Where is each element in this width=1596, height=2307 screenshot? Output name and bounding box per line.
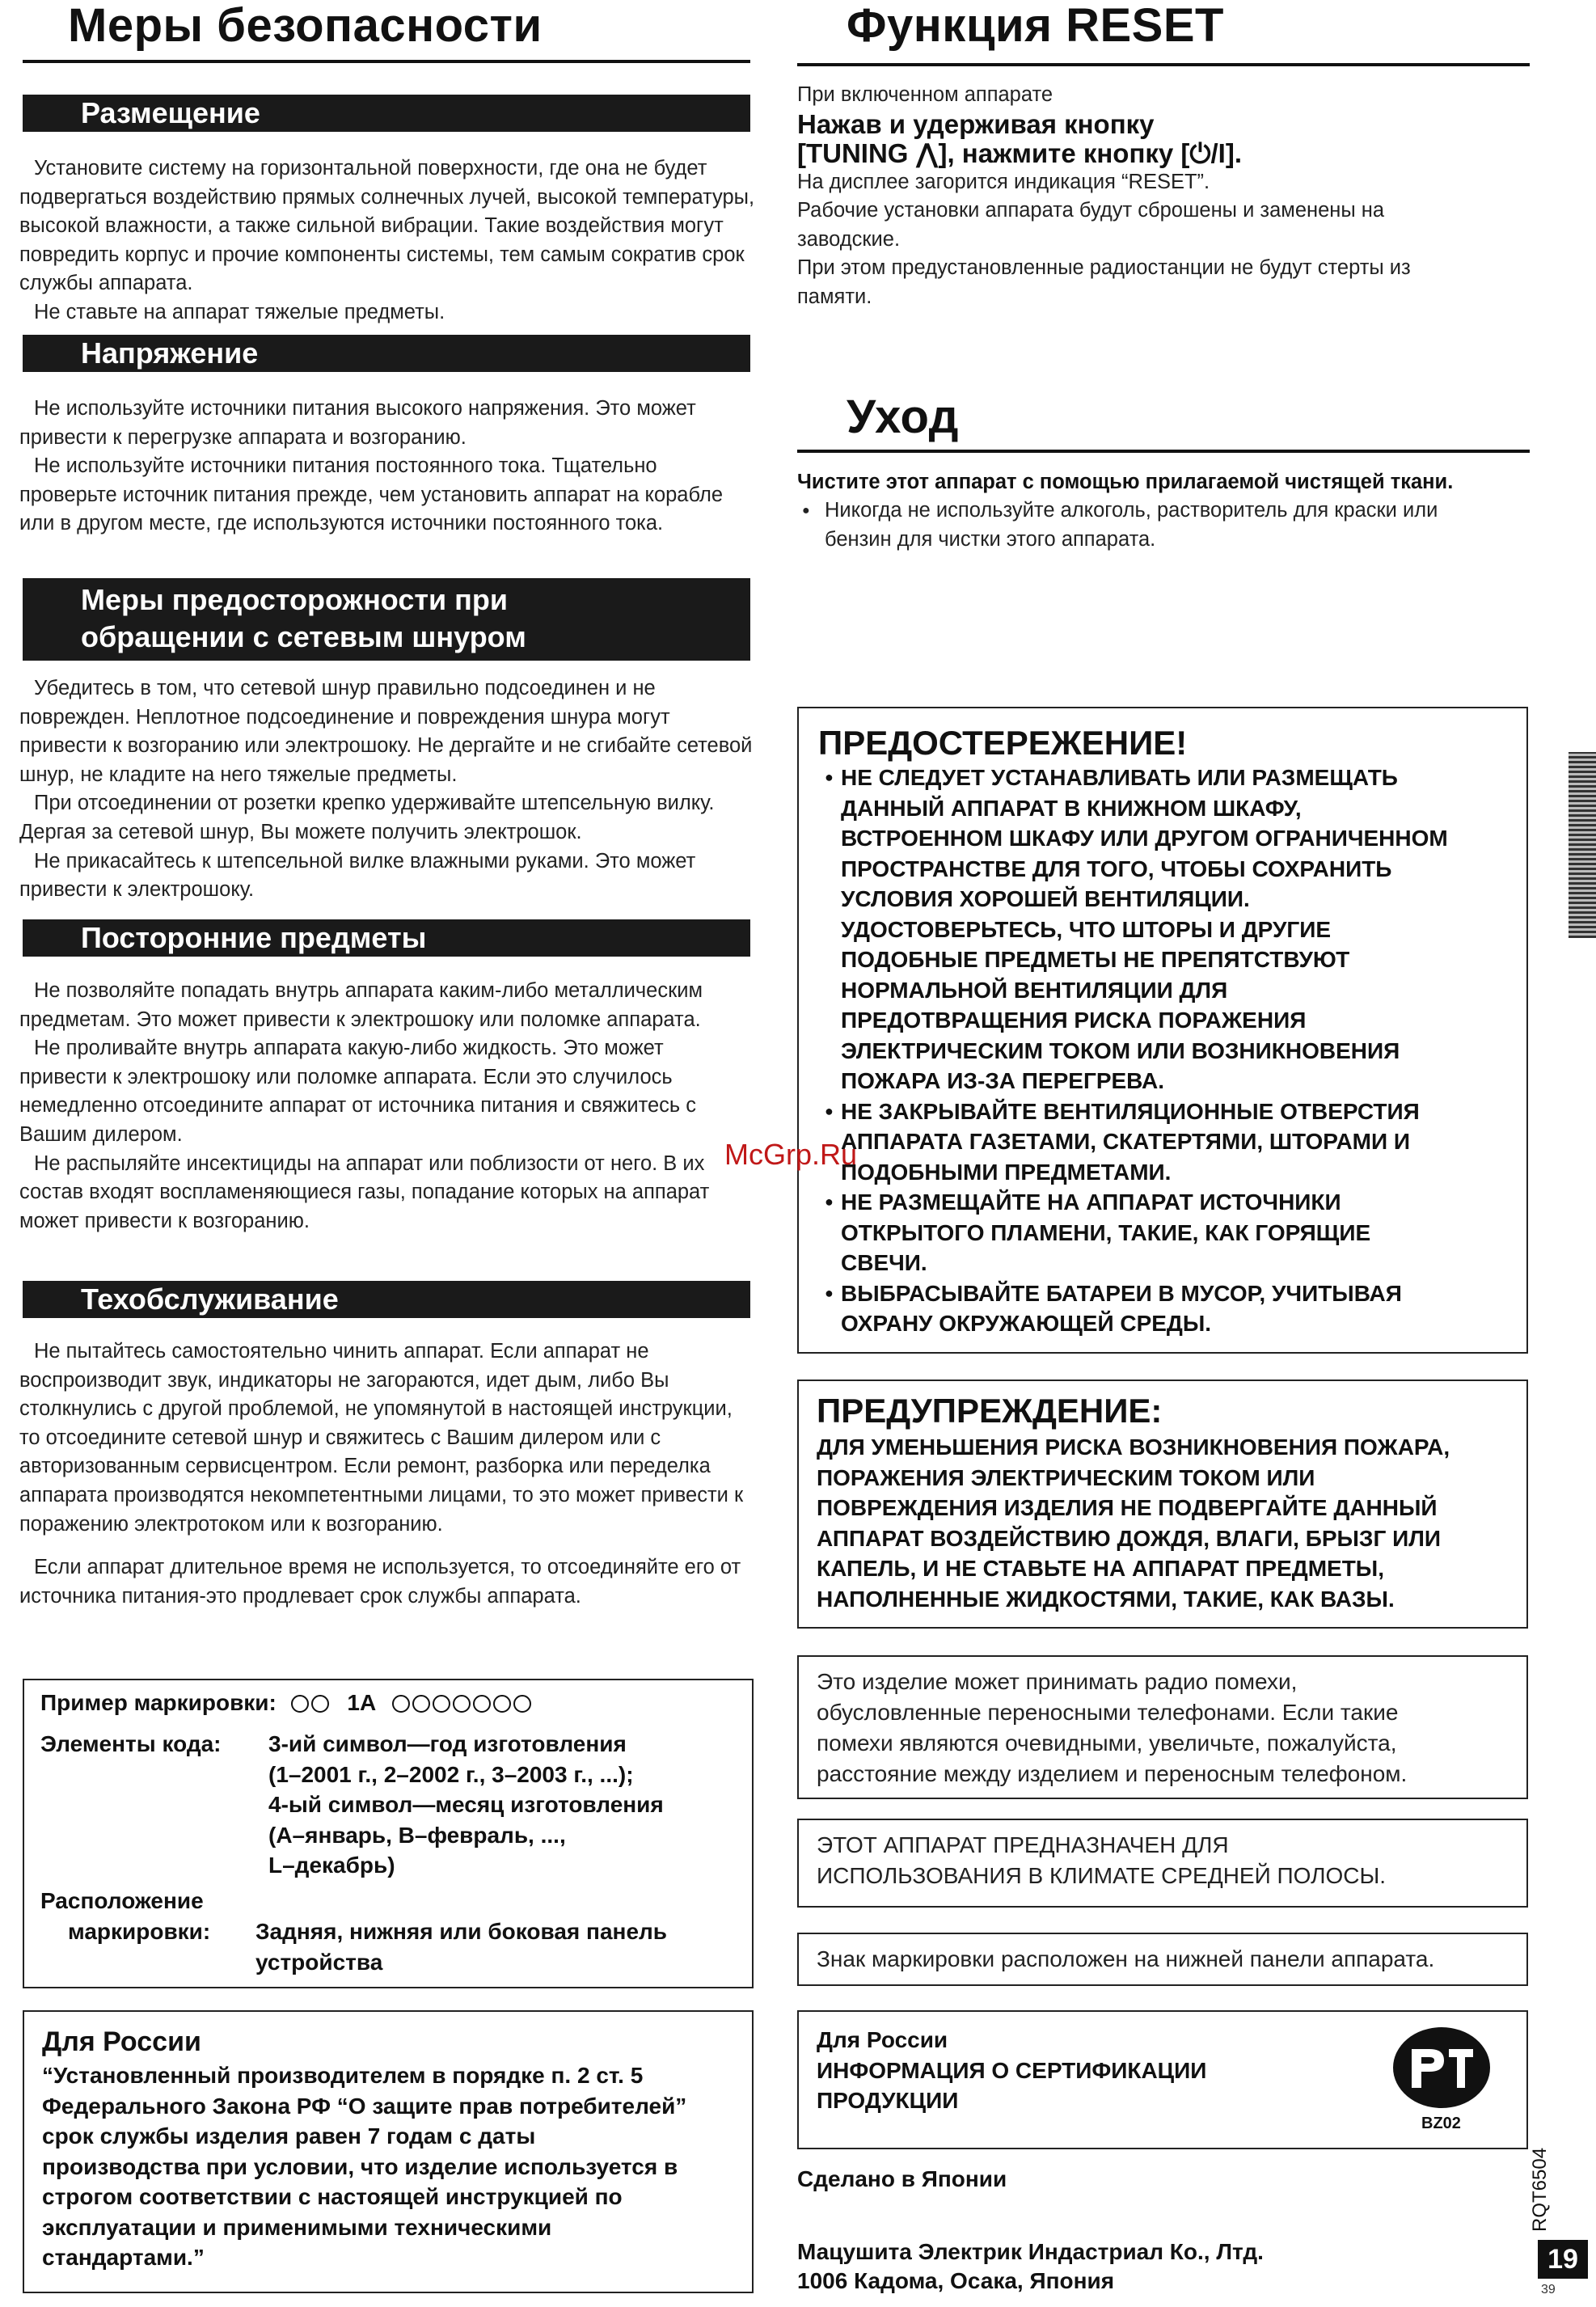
caution-item-flame: ● НЕ РАЗМЕЩАЙТЕ НА АППАРАТ ИСТОЧНИКИ ОТКРЫТОГО ПЛАМЕНИ, ТАКИЕ, КАК ГОРЯЩИЕ СВЕЧИ. xyxy=(813,1187,1525,1278)
climate-line: ИСПОЛЬЗОВАНИЯ В КЛИМАТЕ СРЕДНЕЙ ПОЛОСЫ. xyxy=(817,1863,1387,1888)
foreign-para-3: Не распыляйте инсектициды на аппарат или поблизости от него. В их состав входят воспламеняющиеся газы, попадание которых на аппарат может привести к возгоранию. xyxy=(19,1151,710,1232)
russia-line: Федерального Закона РФ “О защите прав потребителей” xyxy=(42,2093,687,2119)
doc-code: RQT6504 xyxy=(1529,2147,1551,2232)
caution-title: ПРЕДОСТЕРЕЖЕНИЕ! xyxy=(818,724,1188,762)
marking-example-circles-2 xyxy=(392,1690,534,1715)
power-cord-para-3: Не прикасайтесь к штепсельной вилке влажными руками. Это может привести к электрошоку. xyxy=(19,849,696,902)
warning-line: НАПОЛНЕННЫЕ ЖИДКОСТЯМИ, ТАКИЕ, КАК ВАЗЫ. xyxy=(817,1586,1395,1612)
reset-lines xyxy=(797,168,1525,312)
care-bullet-line: ● Никогда не используйте алкоголь, растворитель для краски или xyxy=(825,499,1438,522)
warning-line: АППАРАТ ВОЗДЕЙСТВИЮ ДОЖДЯ, ВЛАГИ, БРЫЗГ ИЛИ xyxy=(817,1525,1442,1551)
sub-page-number: 39 xyxy=(1541,2283,1556,2296)
manufacturer-address: 1006 Кадома, Осака, Япония xyxy=(797,2268,1115,2293)
climate-box xyxy=(797,1819,1528,1908)
cert-line-2: ИНФОРМАЦИЯ О СЕРТИФИКАЦИИ xyxy=(817,2057,1207,2083)
section-power-cord-text xyxy=(19,674,755,905)
climate-line: ЭТОТ АППАРАТ ПРЕДНАЗНАЧЕН ДЛЯ xyxy=(817,1832,1229,1857)
power-cord-heading-line-2: обращении с сетевым шнуром xyxy=(81,620,526,653)
radio-interference-text xyxy=(817,1667,1407,1789)
voltage-para-2: Не используйте источники питания постоянного тока. Тщательно проверьте источник питания прежде, чем установить аппарат на корабле или в другом месте, где используются источники постоянного тока. xyxy=(19,454,724,535)
reset-section xyxy=(797,81,1525,312)
section-voltage-text xyxy=(19,395,755,539)
power-cord-heading-line-1: Меры предосторожности при xyxy=(81,583,508,616)
placement-para-2: Не ставьте на аппарат тяжелые предметы. xyxy=(34,300,445,323)
marking-location-value xyxy=(255,1916,667,1977)
marking-note-box xyxy=(797,1933,1528,1986)
russia-line: стандартами.” xyxy=(42,2245,205,2270)
radio-interference-box xyxy=(797,1655,1528,1799)
caution-item-openings: ● НЕ ЗАКРЫВАЙТЕ ВЕНТИЛЯЦИОННЫЕ ОТВЕРСТИЯ АППАРАТА ГАЗЕТАМИ, СКАТЕРТЯМИ, ШТОРАМИ И ПОДОБНЫМИ ПРЕДМЕТАМИ. xyxy=(813,1096,1525,1188)
marking-note-text: Знак маркировки расположен на нижней панели аппарата. xyxy=(817,1946,1435,1971)
russia-box-text xyxy=(42,2060,686,2273)
language-side-tab xyxy=(1569,752,1596,938)
russia-line: эксплуатации и применимыми техническими xyxy=(42,2214,552,2240)
safety-title-rule xyxy=(23,60,750,63)
manufacturer-name: Мацушита Электрик Индастриал Ко., Лтд. xyxy=(797,2239,1264,2264)
reset-line: заводские. xyxy=(797,227,901,251)
section-heading-power-cord xyxy=(23,578,750,661)
section-heading-voltage: Напряжение xyxy=(23,335,750,372)
reset-bold-1: Нажав и удерживая кнопку xyxy=(797,108,1155,139)
reset-line: На дисплее загорится индикация “RESET”. xyxy=(797,170,1210,193)
location-line: устройства xyxy=(255,1949,383,1975)
service-para-1: Не пытайтесь самостоятельно чинить аппарат. Если аппарат не воспроизводит звук, индикаторы не загораются, идет дым, либо Вы столкнулись с другой проблемой, не упомянутой в настоящей инструкции, то отсоедините сетевой шнур и свяжитесь с Вашим дилером или с авторизованным сервисцентром. Если ремонт, разборка или переделка аппарата производятся некомпетентными лицами, то это может привести к поражению электротоком или к возгоранию. xyxy=(19,1340,744,1536)
elements-line: 3-ий символ—год изготовления xyxy=(268,1731,627,1756)
care-bullet xyxy=(797,496,1525,554)
power-cord-para-1: Убедитесь в том, что сетевой шнур правильно подсоединен и не поврежден. Неплотное подсоединение и повреждения шнура могут привести к возгоранию или электрошоку. Не дергайте и не сгибайте сетевой шнур, не кладите на него тяжелые предметы. xyxy=(19,677,753,786)
care-title: Уход xyxy=(847,391,959,443)
elements-line: 4-ый символ—месяц изготовления xyxy=(268,1792,664,1817)
caution-box xyxy=(797,707,1528,1354)
climate-text xyxy=(817,1830,1386,1891)
warning-line: ДЛЯ УМЕНЬШЕНИЯ РИСКА ВОЗНИКНОВЕНИЯ ПОЖАРА, xyxy=(817,1434,1450,1460)
marking-elements-lines xyxy=(268,1729,664,1881)
watermark: McGrp.Ru xyxy=(724,1138,858,1171)
reset-line: При этом предустановленные радиостанции не будут стерты из xyxy=(797,256,1411,280)
care-bold-line: Чистите этот аппарат с помощью прилагаемой чистящей ткани. xyxy=(797,471,1454,493)
warning-line: ПОРАЖЕНИЯ ЭЛЕКТРИЧЕСКИМ ТОКОМ ИЛИ xyxy=(817,1464,1315,1490)
section-heading-service: Техобслуживание xyxy=(23,1281,750,1318)
russia-line: “Установленный производителем в порядке п. 2 ст. 5 xyxy=(42,2063,644,2088)
location-label-1: Расположение xyxy=(40,1888,204,1913)
rostest-certification-logo xyxy=(1389,2023,1494,2112)
russia-line: производства при условии, что изделие используется в xyxy=(42,2153,678,2179)
safety-title: Меры безопасности xyxy=(68,0,543,52)
marking-example-row xyxy=(40,1687,534,1719)
russia-line: срок службы изделия равен 7 годам с даты xyxy=(42,2123,536,2149)
care-section xyxy=(797,467,1525,554)
radio-line: обусловленные переносными телефонами. Если такие xyxy=(817,1700,1399,1725)
warning-line: ПОВРЕЖДЕНИЯ ИЗДЕЛИЯ НЕ ПОДВЕРГАЙТЕ ДАННЫЙ xyxy=(817,1495,1438,1520)
section-foreign-objects-text xyxy=(19,977,755,1236)
certification-box xyxy=(797,2010,1528,2149)
foreign-para-2: Не проливайте внутрь аппарата какую-либо жидкость. Это может привести к электрошоку или поломке аппарата. Если это случилось немедленно отсоедините аппарат от источника питания и свяжитесь с Вашим дилером. xyxy=(19,1037,697,1146)
elements-line: (1–2001 г., 2–2002 г., 3–2003 г., ...); xyxy=(268,1761,634,1787)
warning-title: ПРЕДУПРЕЖДЕНИЕ: xyxy=(817,1392,1163,1430)
cert-text xyxy=(817,2025,1206,2116)
caution-items xyxy=(813,763,1525,1339)
radio-line: расстояние между изделием и переносным телефоном. xyxy=(817,1761,1408,1786)
service-para-2: Если аппарат длительное время не используется, то отсоединяйте его от источника питания-это продлевает срок службы аппарата. xyxy=(19,1556,741,1608)
made-in-japan: Сделано в Японии xyxy=(797,2166,1007,2191)
russia-box-title: Для России xyxy=(42,2026,201,2057)
elements-line: L–декабрь) xyxy=(268,1853,395,1878)
foreign-para-1: Не позволяйте попадать внутрь аппарата каким-либо металлическим предметам. Это может привести к электрошоку или поломке аппарата. xyxy=(19,979,703,1031)
location-line: Задняя, нижняя или боковая панель xyxy=(255,1919,668,1944)
reset-line: памяти. xyxy=(797,285,872,308)
radio-line: Это изделие может принимать радио помехи, xyxy=(817,1669,1298,1694)
location-label-2: маркировки: xyxy=(68,1919,211,1944)
reset-bold-2: [TUNING ⋀], нажмите кнопку [⏻/I]. xyxy=(797,137,1243,168)
care-title-rule xyxy=(797,450,1530,453)
marking-example-label: Пример маркировки: xyxy=(40,1690,277,1715)
russia-lifetime-box xyxy=(23,2010,754,2293)
caution-item-ventilation: ● НЕ СЛЕДУЕТ УСТАНАВЛИВАТЬ ИЛИ РАЗМЕЩАТЬ ДАННЫЙ АППАРАТ В КНИЖНОМ ШКАФУ, ВСТРОЕННОМ ШКАФУ ИЛИ ДРУГОМ ОГРАНИЧЕННОМ ПРОСТРАНСТВЕ ДЛЯ ТОГО, ЧТОБЫ СОХРАНИТЬ УСЛОВИЯ ХОРОШЕЙ ВЕНТИЛЯЦИИ. УДОСТОВЕРЬТЕСЬ, ЧТО ШТОРЫ И ДРУГИЕ ПОДОБНЫЕ ПРЕДМЕТЫ НЕ ПРЕПЯТСТВУЮТ НОРМАЛЬНОЙ ВЕНТИЛЯЦИИ ДЛЯ ПРЕДОТВРАЩЕНИЯ РИСКА ПОРАЖЕНИЯ ЭЛЕКТРИЧЕСКИМ ТОКОМ ИЛИ ВОЗНИКНОВЕНИЯ ПОЖАРА ИЗ-ЗА ПЕРЕГРЕВА. xyxy=(813,763,1525,1096)
section-service-text xyxy=(19,1337,755,1611)
marking-elements-label: Элементы кода: xyxy=(40,1731,222,1756)
section-heading-placement: Размещение xyxy=(23,95,750,132)
russia-line: строгом соответствии с настоящей инструкцией по xyxy=(42,2184,623,2209)
care-bullet-line: бензин для чистки этого аппарата. xyxy=(825,527,1156,551)
reset-line: Рабочие установки аппарата будут сброшены и заменены на xyxy=(797,199,1385,222)
reset-title: Функция RESET xyxy=(847,0,1224,52)
power-cord-para-2: При отсоединении от розетки крепко удерживайте штепсельную вилку. Дергая за сетевой шнур, Вы можете получить электрошок. xyxy=(19,792,715,843)
warning-box xyxy=(797,1380,1528,1629)
cert-line-1: Для России xyxy=(817,2027,948,2052)
page-number: 19 xyxy=(1538,2240,1588,2279)
marking-location-label xyxy=(40,1886,210,1947)
voltage-para-1: Не используйте источники питания высокого напряжения. Это может привести к перегрузке аппарата и возгоранию. xyxy=(19,397,696,449)
radio-line: помехи являются очевидными, увеличьте, пожалуйста, xyxy=(817,1730,1397,1756)
marking-example-circles-1 xyxy=(291,1690,331,1715)
placement-para-1: Установите систему на горизонтальной поверхности, где она не будет подвергаться воздействию прямых солнечных лучей, высокой температуры, высокой влажности, а также сильной вибрации. Такие воздействия могут повредить корпус и прочие компоненты системы, тем самым сократив срок службы аппарата. xyxy=(19,157,755,295)
warning-line: КАПЕЛЬ, И НЕ СТАВЬТЕ НА АППАРАТ ПРЕДМЕТЫ, xyxy=(817,1556,1384,1581)
section-placement-text xyxy=(19,154,755,327)
elements-line: (A–январь, B–февраль, ..., xyxy=(268,1822,566,1848)
caution-item-batteries: ● ВЫБРАСЫВАЙТЕ БАТАРЕИ В МУСОР, УЧИТЫВАЯ ОХРАНУ ОКРУЖАЮЩЕЙ СРЕДЫ. xyxy=(813,1278,1525,1339)
marking-example-box xyxy=(23,1679,754,1988)
cert-line-3: ПРОДУКЦИИ xyxy=(817,2088,959,2113)
marking-example-code: 1A xyxy=(347,1690,377,1715)
warning-text xyxy=(817,1432,1450,1614)
reset-line-1: При включенном аппарате xyxy=(797,83,1053,106)
reset-title-rule xyxy=(797,63,1530,66)
section-heading-foreign-objects: Посторонние предметы xyxy=(23,919,750,957)
cert-logo-code: BZ02 xyxy=(1421,2115,1461,2132)
